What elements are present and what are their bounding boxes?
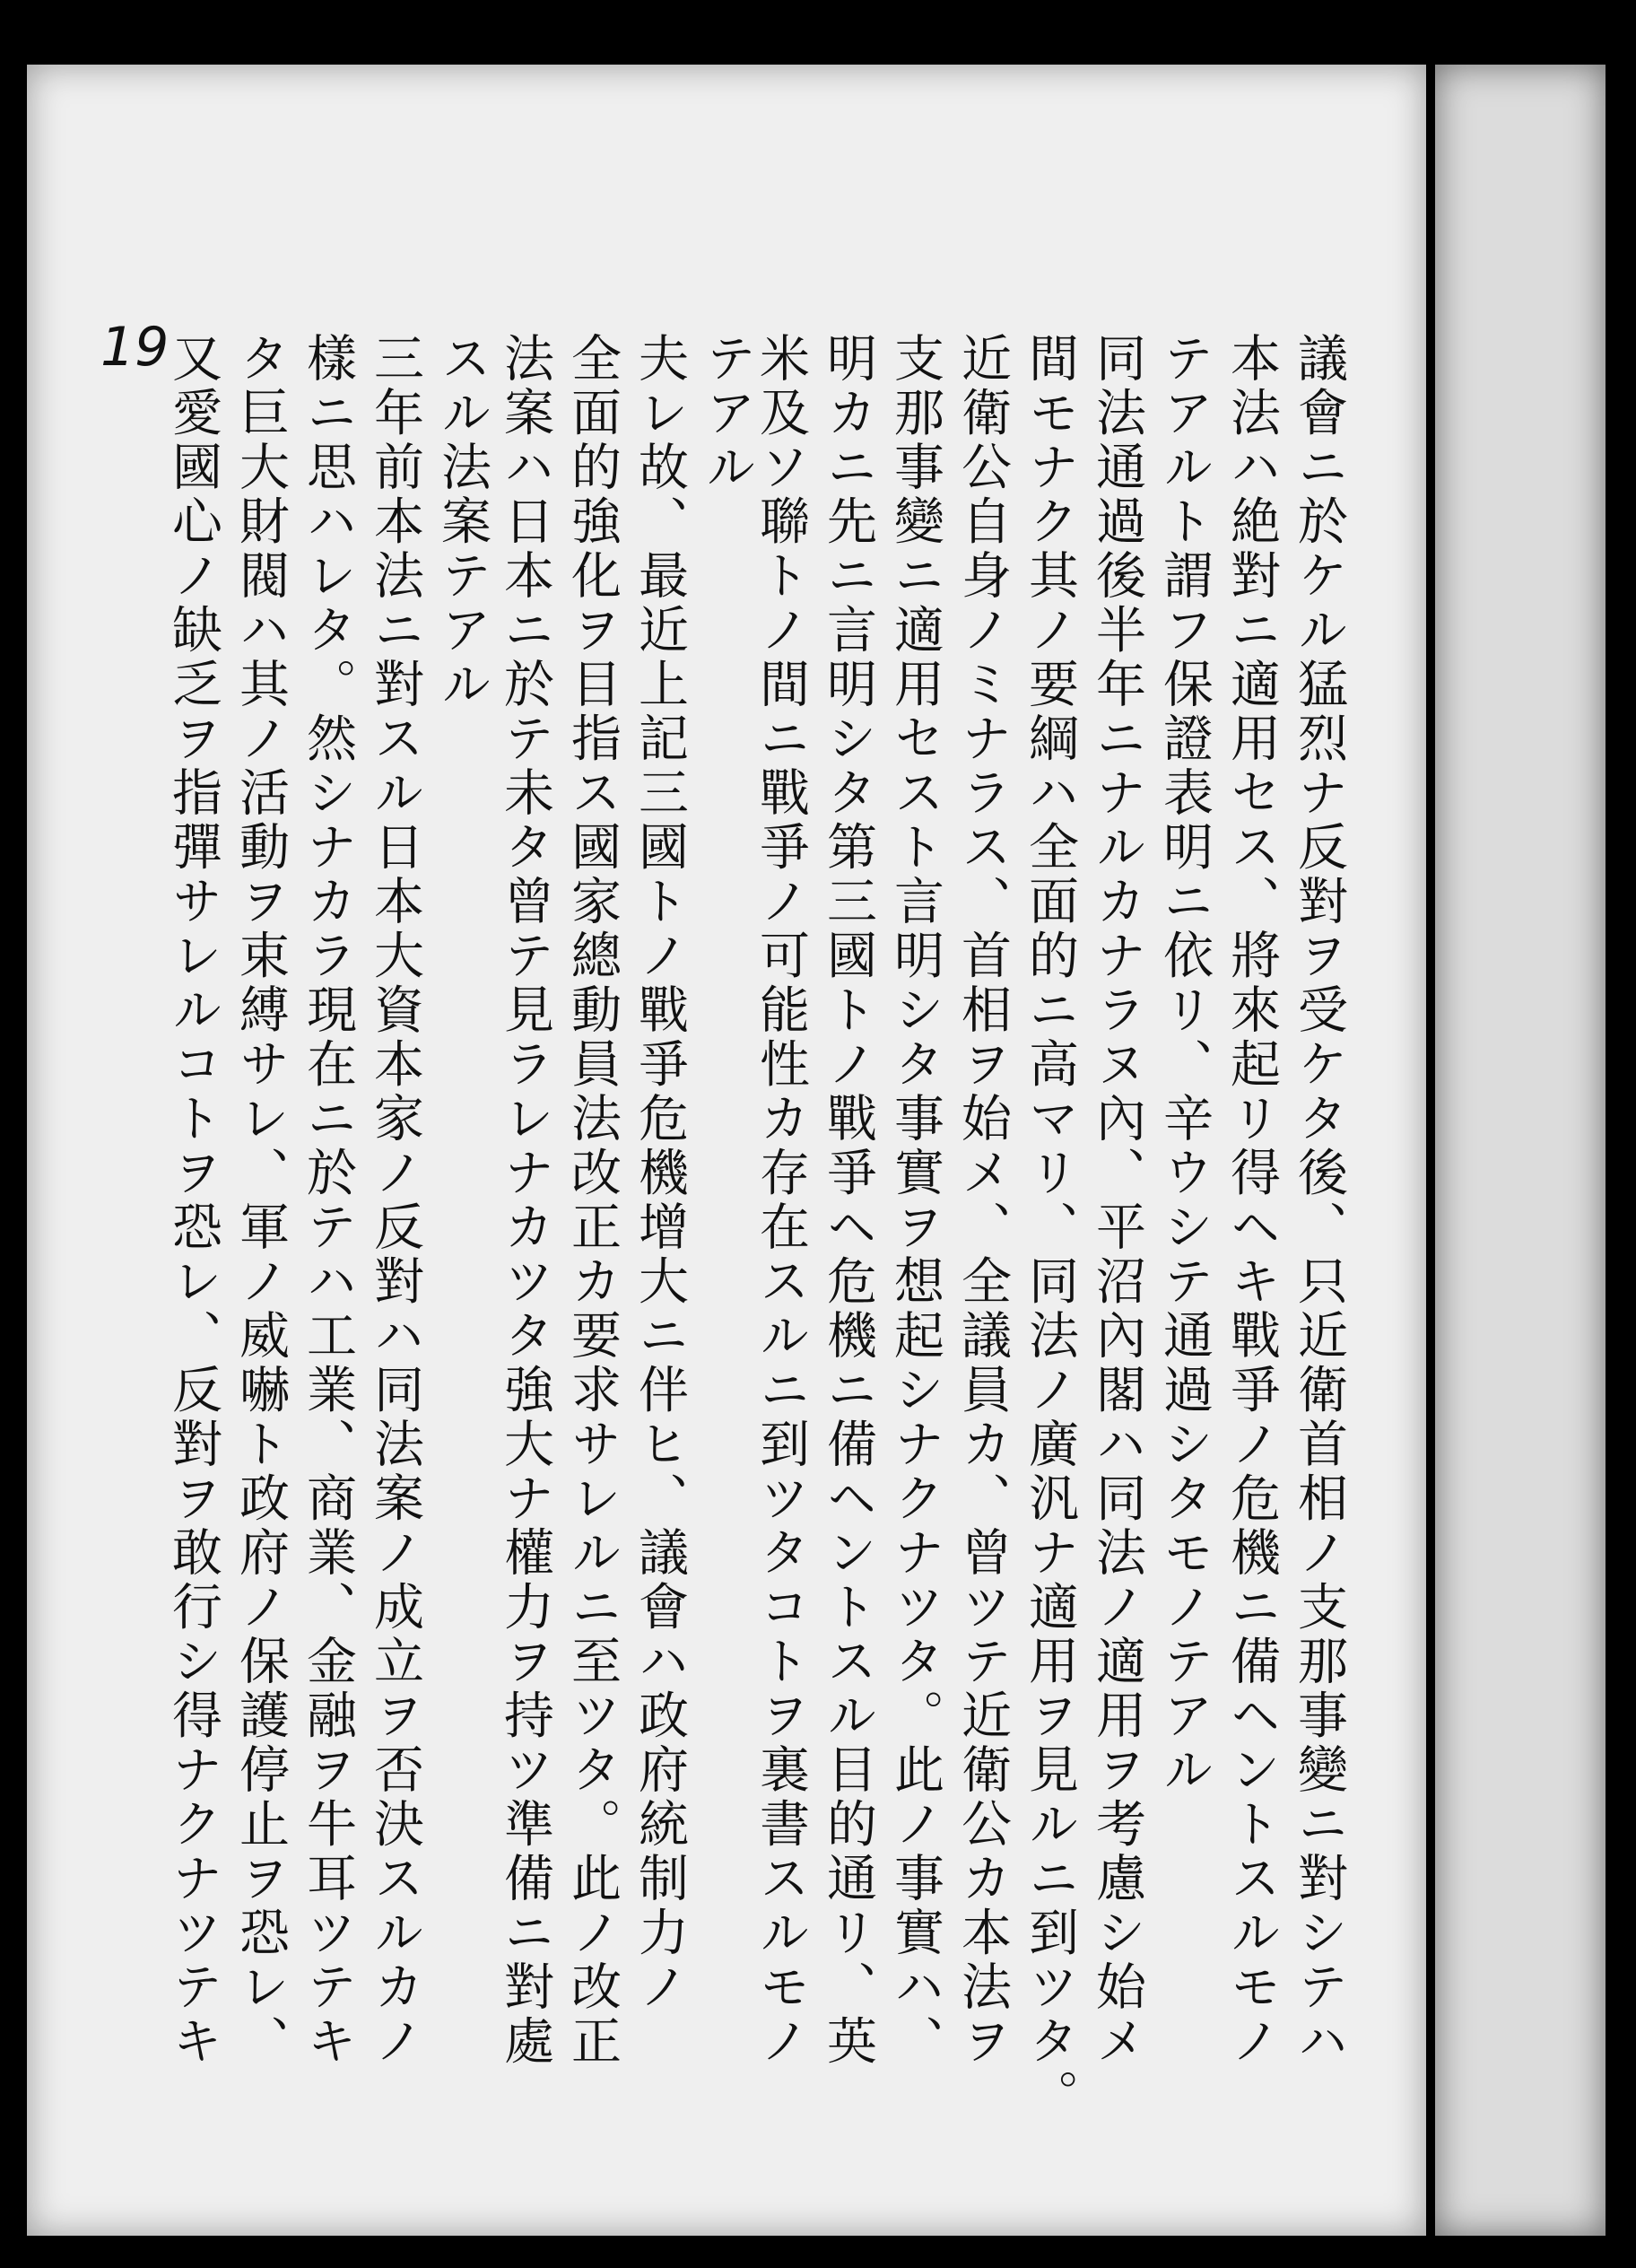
text-column: 議會ニ於ケル猛烈ナ反對ヲ受ケタ後、只近衛首相ノ支那事變ニ對シテハ — [1290, 332, 1348, 2069]
text-column: 支那事變ニ適用セスト言明シタ事實ヲ想起シナクナツタ。此ノ事實ハ、 — [886, 332, 944, 2069]
text-column: 同法通過後半年ニナルカナラヌ內、平沼內閣ハ同法ノ適用ヲ考慮シ始メ — [1088, 332, 1146, 2069]
text-column: 全面的強化ヲ目指ス國家總動員法改正カ要求サレルニ至ツタ。此ノ改正 — [563, 332, 622, 2069]
text-column: スル法案テアル — [433, 332, 492, 712]
text-column: 明カニ先ニ言明シタ第三國トノ戰爭ヘ危機ニ備ヘントスル目的通リ、英 — [819, 332, 877, 2069]
text-column: テアルト謂フ保證表明ニ依リ、辛ウシテ通過シタモノテアル — [1155, 332, 1214, 1798]
text-column: 又愛國心ノ缺乏ヲ指彈サレルコトヲ恐レ、反對ヲ敢行シ得ナクナツテキ — [164, 332, 222, 2069]
page-number: 19 — [100, 316, 170, 379]
text-column: 間モナク其ノ要綱ハ全面的ニ高マリ、同法ノ廣汎ナ適用ヲ見ルニ到ツタ。 — [1021, 332, 1079, 2124]
text-column: 近衛公自身ノミナラス、首相ヲ始メ、全議員カ、曾ツテ近衛公カ本法ヲ — [953, 332, 1012, 2069]
text-column: テアル — [698, 332, 756, 495]
text-column: 本法ハ絶對ニ適用セス、將來起リ得ヘキ戰爭ノ危機ニ備ヘントスルモノ — [1223, 332, 1281, 2069]
text-column: タ巨大財閥ハ其ノ活動ヲ束縛サレ、軍ノ威嚇ト政府ノ保護停止ヲ恐レ、 — [231, 332, 290, 2069]
text-column: 法案ハ日本ニ於テ未タ曾テ見ラレナカツタ強大ナ權力ヲ持ツ準備ニ對處 — [496, 332, 554, 2069]
text-column: 米及ソ聯トノ間ニ戰爭ノ可能性カ存在スルニ到ツタコトヲ裏書スルモノ — [752, 332, 810, 2069]
text-column: 夫レ故、最近上記三國トノ戰爭危機增大ニ伴ヒ、議會ハ政府統制力ノ — [631, 332, 689, 2015]
adjacent-page-edge — [1435, 65, 1606, 2236]
text-column: 三年前本法ニ對スル日本大資本家ノ反對ハ同法案ノ成立ヲ否決スルカノ — [366, 332, 424, 2069]
text-column: 樣ニ思ハレタ。然シナカラ現在ニ於テハ工業、商業、金融ヲ牛耳ツテキ — [299, 332, 357, 2069]
